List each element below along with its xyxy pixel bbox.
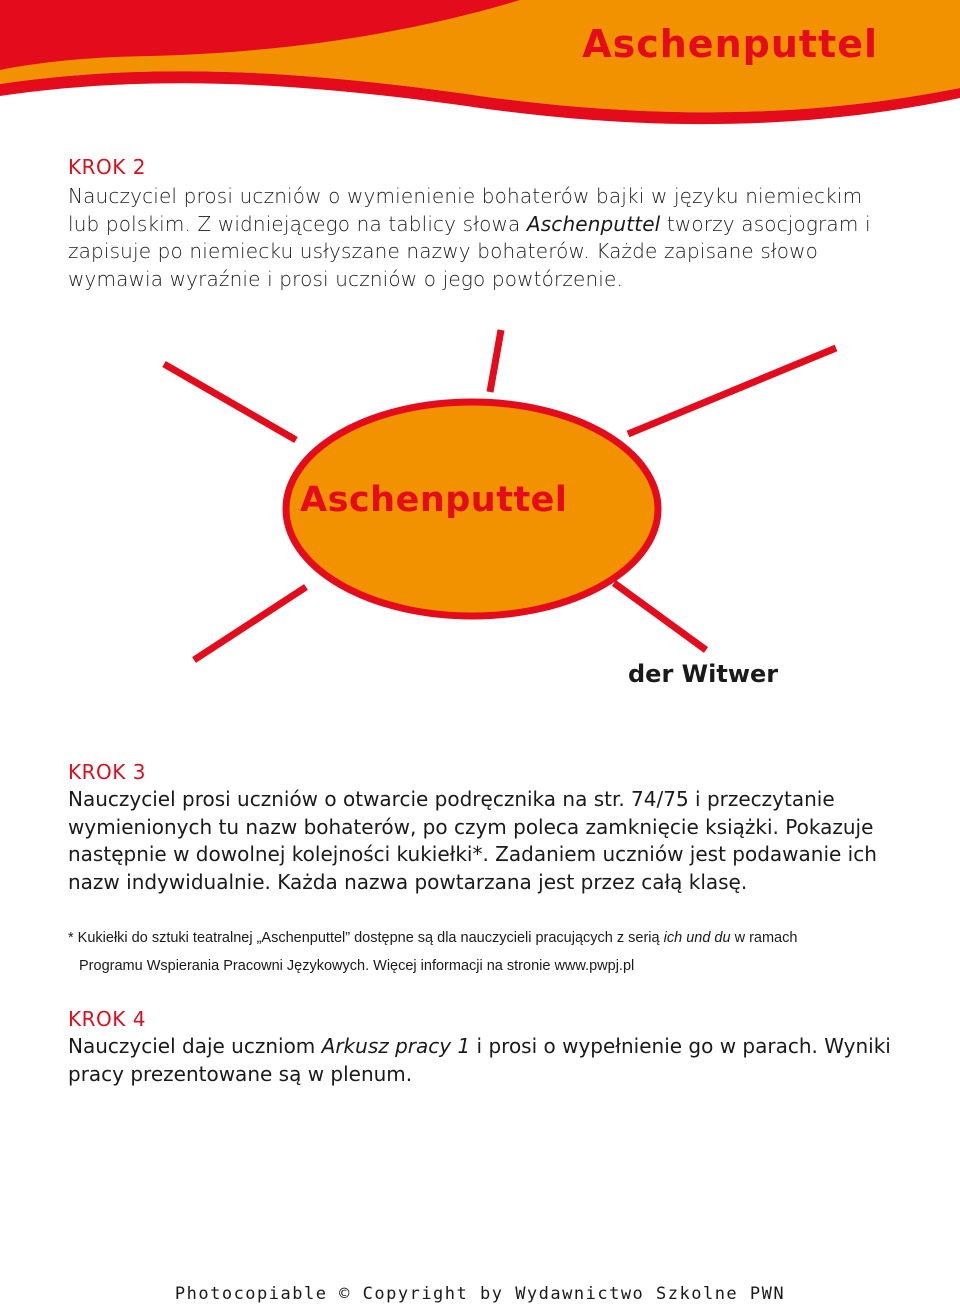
diagram-center-label: Aschenputtel	[300, 480, 568, 520]
footnote-line-2: Programu Wspierania Pracowni Językowych. Więcej informacji na stronie www.pwpj.pl	[79, 958, 635, 974]
footnote-italic: ich und du	[663, 930, 731, 946]
diagram-ray-lower-right	[614, 583, 706, 650]
footnote-part2: w ramach	[730, 930, 798, 946]
header-wave-band	[0, 0, 960, 140]
krok2-heading: KROK 2	[68, 155, 146, 179]
header-title: Aschenputtel	[582, 22, 878, 66]
krok4-text-part1: Nauczyciel daje uczniom	[68, 1034, 322, 1058]
krok3-paragraph: Nauczyciel prosi uczniów o otwarcie podręcznika na str. 74/75 i przeczytanie wymienionych tu nazw bohaterów, po czym poleca zamknięcie książki. Pokazuje następnie w dowolnej kolejności kukiełki*. Zadaniem uczniów jest podawanie ich nazw indywidualnie. Każda nazwa powtarzana jest przez całą klasę.	[68, 787, 877, 894]
diagram-ray-top	[490, 330, 501, 392]
footnote-part1: * Kukiełki do sztuki teatralnej „Aschenputtel” dostępne są dla nauczycieli pracujących z serią	[68, 930, 664, 946]
footnote	[68, 924, 898, 980]
krok4-heading: KROK 4	[68, 1007, 146, 1031]
krok2-paragraph	[68, 183, 898, 293]
diagram-ray-lower-left	[194, 587, 306, 660]
krok4-paragraph	[68, 1033, 898, 1088]
krok2-text-italic: Aschenputtel	[526, 211, 661, 236]
diagram-ray-upper-left	[164, 364, 296, 440]
krok4-text-part2: i prosi o wypełnienie go w parach. Wyniki pracy prezentowane są w plenum.	[68, 1034, 891, 1086]
diagram-ray-label: der Witwer	[628, 660, 779, 688]
diagram-ray-upper-right	[628, 348, 836, 434]
krok2-text-part2: tworzy asocjogram i zapisuje po niemiecku usłyszane nazwy bohaterów. Każde zapisane słowo wymawia wyraźnie i prosi uczniów o jego powtórzenie.	[68, 211, 871, 291]
krok3-heading: KROK 3	[68, 760, 146, 784]
association-diagram	[0, 320, 960, 720]
krok4-text-italic: Arkusz pracy 1	[321, 1034, 471, 1058]
krok2-text-part1: Nauczyciel prosi uczniów o wymienienie bohaterów bajki w języku niemieckim lub polskim. Z widniejącego na tablicy słowa	[68, 184, 863, 236]
copyright-footer: Photocopiable © Copyright by Wydawnictwo Szkolne PWN	[174, 1284, 786, 1304]
